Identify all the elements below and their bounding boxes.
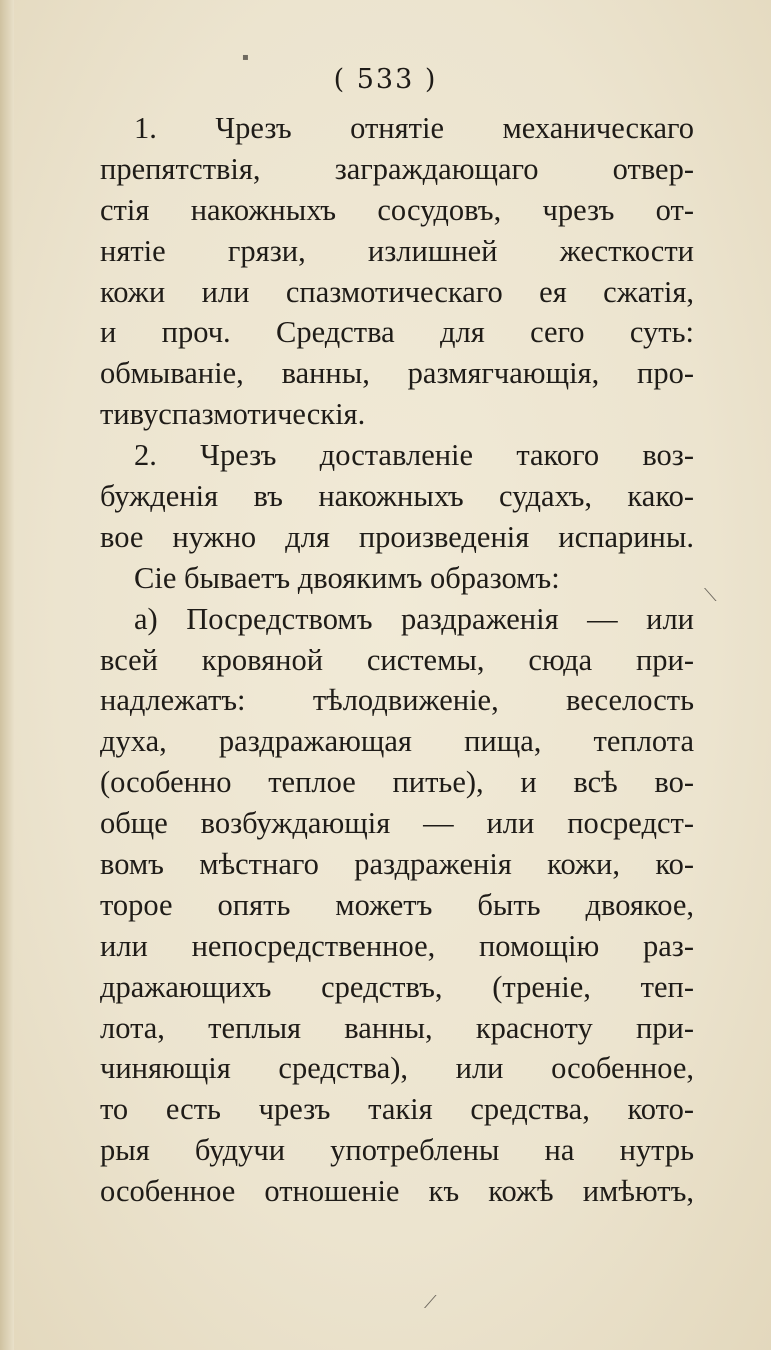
text-line: 2. Чрезъ доставленіе такого воз- [134,438,694,473]
text-line: обще возбуждающія — или посредст- [100,806,694,841]
text-line: или непосредственное, помощію раз- [100,928,694,963]
text-line: всей кровяной системы, сюда при- [100,642,694,677]
text-line: кожи или спазмотическаго ея сжатія, [100,274,694,309]
text-line: лота, теплыя ванны, краснoту при- [100,1010,694,1045]
text-line: дражающихъ средствъ, (треніе, теп- [100,969,694,1004]
text-line: то есть чрезъ такія средства, кото- [100,1092,694,1127]
text-line: чиняющія средства), или особенное, [100,1051,694,1086]
page-binding-edge [0,0,14,1350]
text-line: (особенно теплое питье), и всѣ во- [100,765,694,800]
ink-speck-mark: ▪ [242,52,249,63]
text-line: торое опять можетъ быть двоякое, [100,887,694,922]
text-line: препятствія, заграждающаго отвер- [100,151,694,186]
text-line: нятіе грязи, излишней жесткости [100,233,694,268]
text-line: a) Посредствомъ раздраженія — или [134,601,694,636]
text-line: рыя будучи употреблены на нутрь [100,1133,694,1168]
page-number: ( 533 ) [333,64,438,95]
text-line: обмываніе, ванны, размягчающія, про- [100,356,694,391]
text-line: вомъ мѣстнаго раздраженія кожи, ко- [100,847,694,882]
text-line: бужденія въ накожныхъ судахъ, како- [100,479,694,514]
text-line: вое нужно для произведенія испарины. [100,519,694,554]
text-line: 1. Чрезъ отнятіе механическаго [134,111,694,145]
pencil-stroke-mark: ⟋ [424,1292,437,1313]
text-line: Сіе бываетъ двоякимъ образомъ: [134,560,560,595]
text-line: особенное отношеніе къ кожѣ имѣютъ, [100,1174,694,1209]
text-line: и проч. Средства для сего суть: [100,315,694,350]
pencil-stroke-mark: ⟍ [704,585,717,606]
text-line: духа, раздражающая пища, теплота [100,724,694,759]
text-line: стія накожныхъ сосудовъ, чрезъ от- [100,192,694,227]
text-line: надлежатъ: тѣлодвиженіе, веселость [100,683,694,718]
body-text [100,108,694,1212]
text-line: тивуспазмотическія. [100,397,366,432]
